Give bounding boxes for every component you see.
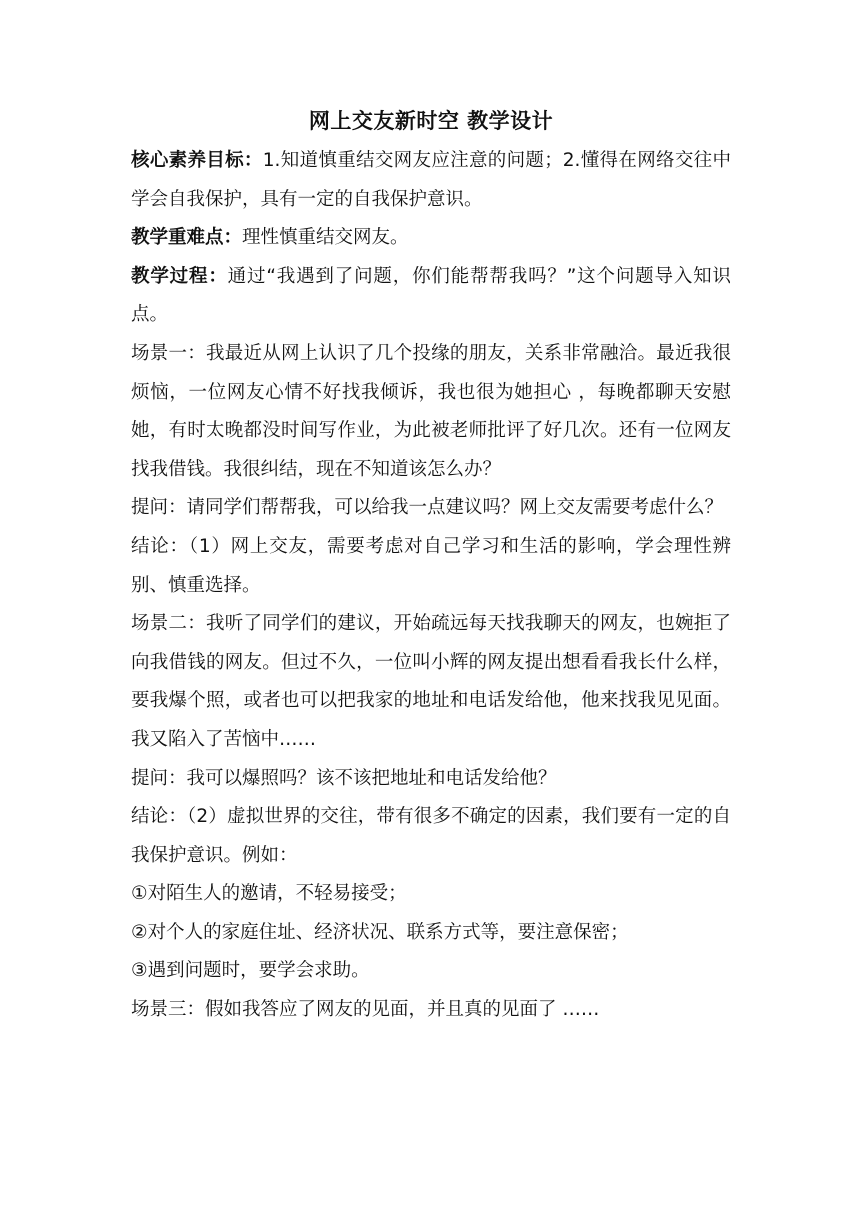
scene-two-paragraph: 场景二：我听了同学们的建议，开始疏远每天找我聊天的网友，也婉拒了向我借钱的网友。但过不久，一位叫小辉的网友提出想看看我长什么样，要我爆个照，或者也可以把我家的地址和电话发给他，他来找我见见面。我又陷入了苦恼中…… bbox=[131, 613, 731, 750]
list-item: ②对个人的家庭住址、经济状况、联系方式等，要注意保密； bbox=[131, 921, 629, 943]
process-paragraph bbox=[131, 258, 731, 335]
question-one-paragraph: 提问：请同学们帮帮我，可以给我一点建议吗？网上交友需要考虑什么？ bbox=[131, 497, 724, 519]
list-item: ③遇到问题时，要学会求助。 bbox=[131, 960, 370, 982]
goals-label: 核心素养目标： bbox=[131, 150, 263, 171]
goals-paragraph bbox=[131, 142, 731, 219]
goals-text: 1.知道慎重结交网友应注意的问题；2.懂得在网络交往中学会自我保护，具有一定的自我保护意识。 bbox=[131, 150, 731, 210]
question-two-paragraph: 提问：我可以爆照吗？该不该把地址和电话发给他？ bbox=[131, 767, 557, 789]
conclusion-two-paragraph: 结论：（2）虚拟世界的交往，带有很多不确定的因素，我们要有一定的自我保护意识。例如： bbox=[131, 806, 731, 866]
conclusion-one-paragraph: 结论：（1）网上交友，需要考虑对自己学习和生活的影响，学会理性辨别、慎重选择。 bbox=[131, 535, 731, 596]
key-points-paragraph bbox=[131, 219, 731, 258]
process-label: 教学过程： bbox=[131, 265, 228, 287]
scene-three-paragraph: 场景三：假如我答应了网友的见面，并且真的见面了 …… bbox=[131, 999, 600, 1021]
key-points-label: 教学重难点： bbox=[131, 227, 243, 249]
key-points-text: 理性慎重结交网友。 bbox=[242, 227, 409, 249]
document-title: 网上交友新时空 教学设计 bbox=[308, 109, 554, 133]
document-page bbox=[131, 104, 731, 1030]
list-item: ①对陌生人的邀请，不轻易接受； bbox=[131, 883, 407, 905]
process-text: 通过“我遇到了问题，你们能帮帮我吗？”这个问题导入知识点。 bbox=[131, 265, 731, 326]
scene-one-paragraph: 场景一：我最近从网上认识了几个投缘的朋友，关系非常融洽。最近我很烦恼，一位网友心情不好找我倾诉，我也很为她担心 ，每晚都聊天安慰她，有时太晚都没时间写作业，为此被老师批评了好几次。还有一位网友找我借钱。我很纠结，现在不知道该怎么办？ bbox=[131, 342, 731, 480]
